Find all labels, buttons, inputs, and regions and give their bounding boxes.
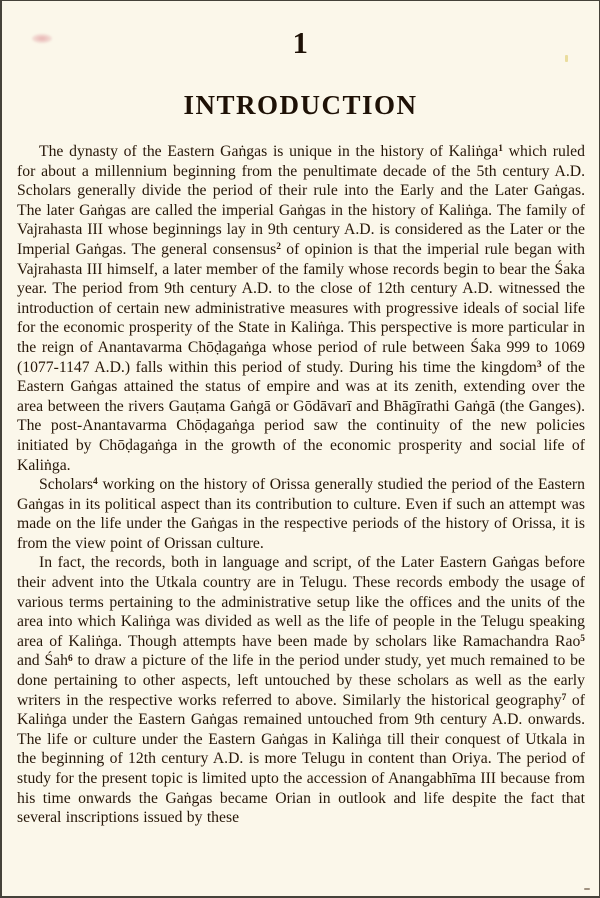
footnote-marker: 1: [498, 144, 503, 155]
body-text: [2, 142, 599, 828]
footnote-marker: 5: [580, 634, 585, 645]
footnote-marker: 6: [67, 653, 73, 664]
footnote-marker: 3: [536, 359, 542, 370]
scan-speck-artifact-right: [565, 55, 568, 62]
body-paragraph-2: Scholars$^4$ working on the history of Orissa generally studied the period of the Eastern Gaṅgas in its political aspect than its contribution to culture. Even if such an attempt was made on the life under the Gaṅgas in the respective periods of the history of Orissa, it is from the view point of Orissan culture.: [17, 476, 585, 552]
footnote-marker: 7: [561, 692, 567, 703]
footnote-marker: 4: [93, 477, 98, 488]
scan-smudge-artifact: [32, 34, 52, 43]
body-paragraph-1: The dynasty of the Eastern Gaṅgas is unique in the history of Kaliṅga$^1$ which ruled for about a millennium beginning from the penultimate decade of the 5th century A.D. Scholars generally divide the period of their rule into the Early and the Later Gaṅgas. The later Gaṅgas are called the imperial Gaṅgas in the history of Kaliṅga. The family of Vajrahasta III whose beginnings lay in 9th century A.D. is considered as the Later or the Imperial Gaṅgas. The general consensus$^2$ of opinion is that the imperial rule began with Vajrahasta III himself, a later member of the family whose records begin to bear the Śaka year. The period from 9th century A.D. to the close of 12th century A.D. witnessed the introduction of certain new administrative measures with progressive ideals of social life for the economic prosperity of the State in Kaliṅga. This perspective is more particular in the reign of Anantavarma Chōḍagaṅga whose period of rule between Śaka 999 to 1069 (1077-1147 A.D.) falls within this period of study. During his time the kingdom$^3$ of the Eastern Gaṅgas attained the status of empire and was at its zenith, extending over the area between the rivers Gauṭama Gaṅgā or Gōdāvarī and Bhāgīrathi Gaṅgā (the Ganges). The post-Anantavarma Chōḍagaṅga period saw the continuity of the new policies initiated by Chōḍagaṅga in the growth of the economic prosperity and social life of Kaliṅga.: [17, 143, 585, 474]
chapter-number: 1: [292, 25, 309, 60]
scan-speck-artifact-bottom: [584, 888, 590, 890]
body-paragraph-3: In fact, the records, both in language and script, of the Later Eastern Gaṅgas before their advent into the Utkala country are in Telugu. These records embody the usage of various terms pertaining to the administrative setup like the offices and the units of the area into which Kaliṅga was divided as well as the life of people in the Telugu speaking area of Kaliṅga. Though attempts have been made by scholars like Ramachandra Rao$^5$ and Śah$^6$ to draw a picture of the life in the period under study, yet much remained to be done pertaining to other aspects, left untouched by these scholars as well as the early writers in the respective works referred to above. Similarly the historical geography$^7$ of Kaliṅga under the Eastern Gaṅgas remained untouched from 9th century A.D. onwards. The life or culture under the Eastern Gaṅgas in Kaliṅga till their conquest of Utkala in the beginning of 12th century A.D. is more Telugu in content than Oriya. The period of study for the present topic is limited upto the accession of Anangabhīma III because from his time onwards the Gaṅgas became Orian in outlook and life despite the fact that several inscriptions issued by these: [17, 554, 586, 827]
page-title: INTRODUCTION: [183, 90, 418, 120]
footnote-marker: 2: [276, 242, 281, 253]
